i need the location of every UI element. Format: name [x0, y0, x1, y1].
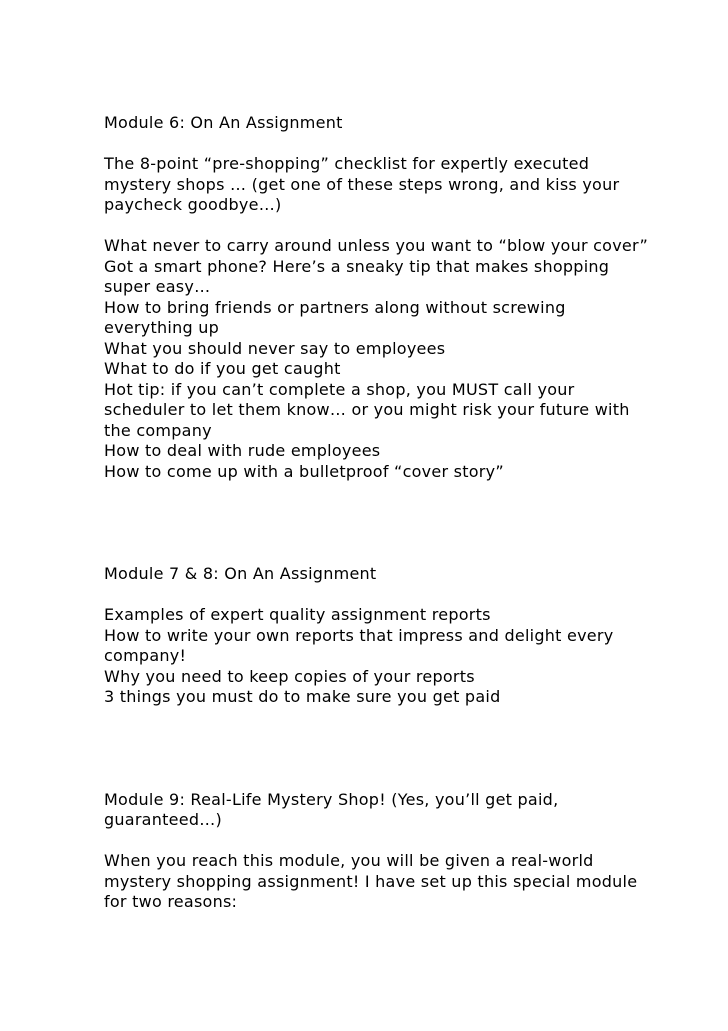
- module-6-point-line: Got a smart phone? Here’s a sneaky tip that makes shopping: [104, 256, 610, 276]
- spacer: [104, 749, 714, 770]
- module-7-8-point-line: 3 things you must do to make sure you get paid: [104, 687, 501, 706]
- module-6-point-line: Hot tip: if you can’t complete a shop, you MUST call your: [104, 379, 575, 399]
- module-6-point-line: What you should never say to employees: [104, 338, 446, 358]
- spacer: [104, 544, 714, 565]
- module-9-intro-line: mystery shopping assignment! I have set up this special module: [104, 871, 638, 891]
- module-7-8-point-line: How to write your own reports that impress and delight every: [104, 625, 614, 645]
- module-6-point-line: What never to carry around unless you want to “blow your cover”: [104, 236, 649, 255]
- module-7-8-point-line: Why you need to keep copies of your reports: [104, 666, 475, 686]
- module-7-8-point-line: company!: [104, 646, 187, 665]
- spacer: [104, 708, 714, 729]
- module-6-point-line: everything up: [104, 318, 219, 337]
- module-6-point-line: the company: [104, 420, 212, 440]
- module-6-point-line: How to deal with rude employees: [104, 441, 381, 460]
- module-6-point-line: super easy…: [104, 277, 211, 296]
- module-6-intro-line: mystery shops … (get one of these steps wrong, and kiss your: [104, 174, 620, 194]
- module-7-8-title: Module 7 & 8: On An Assignment: [104, 564, 377, 583]
- document-page: [104, 113, 714, 913]
- module-9-intro-line: for two reasons:: [104, 892, 238, 911]
- spacer: [104, 134, 714, 155]
- module-9-title: guaranteed…): [104, 810, 222, 829]
- module-6-title: Module 6: On An Assignment: [104, 113, 343, 132]
- spacer: [104, 769, 714, 790]
- module-9-title: Module 9: Real-Life Mystery Shop! (Yes, you’ll get paid,: [104, 789, 559, 809]
- module-6-point-line: How to bring friends or partners along without screwing: [104, 297, 566, 317]
- module-6-intro-line: The 8-point “pre-shopping” checklist for expertly executed: [104, 154, 590, 173]
- module-6-point-line: scheduler to let them know… or you might risk your future with: [104, 400, 630, 419]
- module-9-intro-line: When you reach this module, you will be given a real-world: [104, 851, 594, 870]
- spacer: [104, 216, 714, 237]
- spacer: [104, 728, 714, 749]
- spacer: [104, 831, 714, 852]
- module-6-point-line: What to do if you get caught: [104, 359, 341, 378]
- spacer: [104, 523, 714, 544]
- module-6-point-line: How to come up with a bulletproof “cover story”: [104, 461, 504, 481]
- spacer: [104, 585, 714, 606]
- spacer: [104, 482, 714, 503]
- module-6-intro-line: paycheck goodbye…): [104, 195, 282, 214]
- module-7-8-point-line: Examples of expert quality assignment reports: [104, 605, 491, 624]
- spacer: [104, 503, 714, 524]
